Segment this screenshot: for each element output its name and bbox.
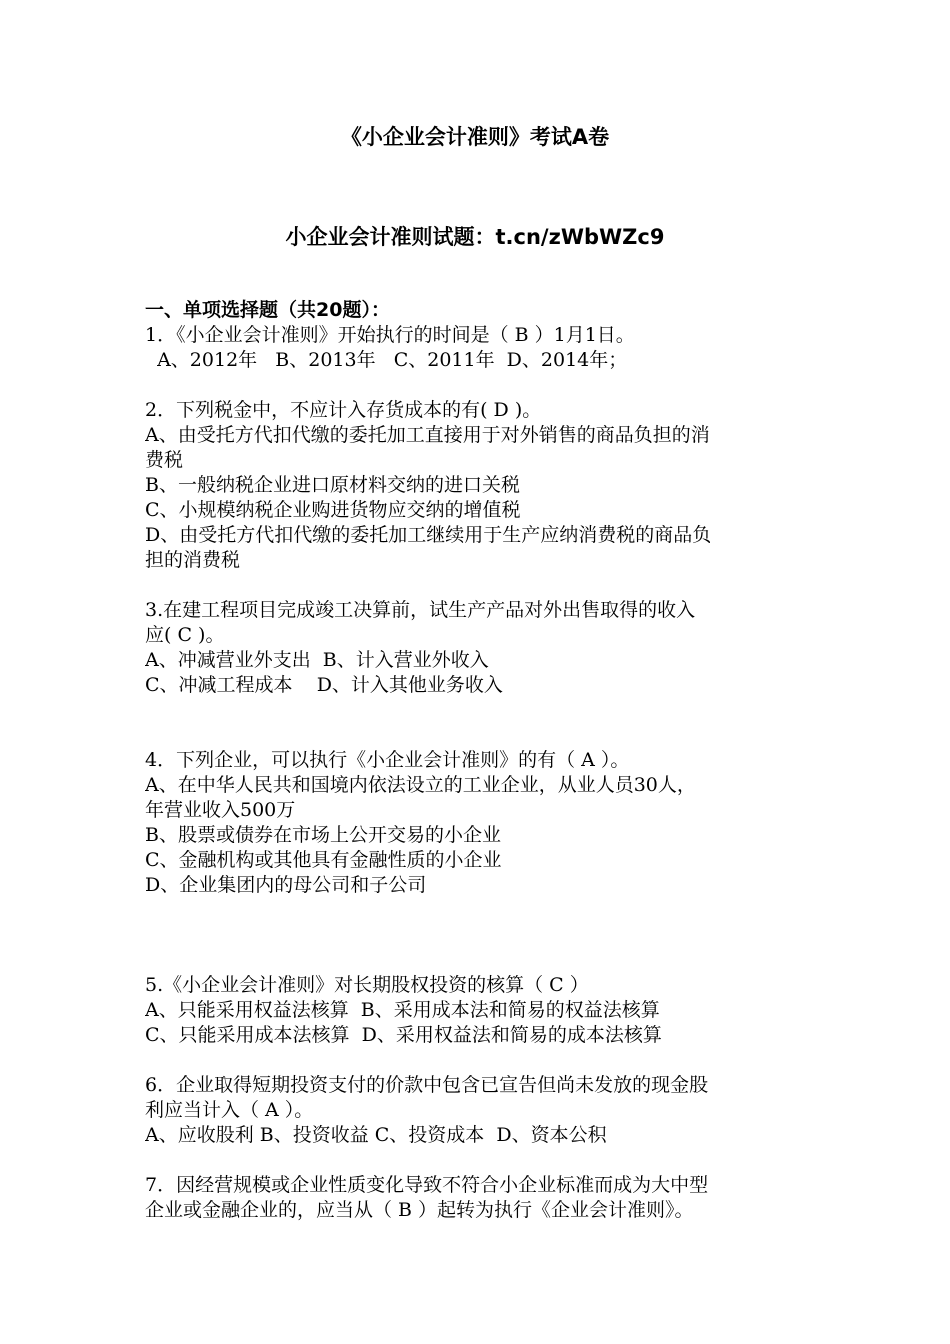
question-1 — [145, 323, 810, 373]
answer-option: D、由受托方代扣代缴的委托加工继续用于生产应纳消费税的商品负 — [145, 524, 712, 546]
answer-options: A、冲减营业外支出 B、计入营业外收入 — [145, 649, 489, 671]
question-text: 利应当计入（ A ）。 — [145, 1099, 314, 1121]
question-text: 2．下列税金中，不应计入存货成本的有( D )。 — [145, 399, 542, 421]
answer-option: C、小规模纳税企业购进货物应交纳的增值税 — [145, 499, 521, 521]
question-list — [145, 298, 810, 1223]
answer-option: B、一般纳税企业进口原材料交纳的进口关税 — [145, 474, 520, 496]
question-text: 3.在建工程项目完成竣工决算前，试生产产品对外出售取得的收入 — [145, 599, 696, 621]
section-heading: 一、单项选择题（共20题）： — [145, 299, 390, 321]
question-7 — [145, 1173, 810, 1223]
answer-option: B、股票或债券在市场上公开交易的小企业 — [145, 824, 501, 846]
question-text: 7．因经营规模或企业性质变化导致不符合小企业标准而成为大中型 — [145, 1174, 709, 1196]
answer-option: 担的消费税 — [145, 549, 241, 571]
question-text: 6．企业取得短期投资支付的价款中包含已宣告但尚未发放的现金股 — [145, 1074, 709, 1096]
answer-options: C、冲减工程成本 D、计入其他业务收入 — [145, 674, 503, 696]
answer-options: A、2012年 B、2013年 C、2011年 D、2014年； — [145, 349, 628, 371]
question-text: 企业或金融企业的，应当从（ B ）起转为执行《企业会计准则》。 — [145, 1199, 694, 1221]
answer-option: C、金融机构或其他具有金融性质的小企业 — [145, 849, 502, 871]
question-3 — [145, 598, 810, 698]
answer-option: 年营业收入500万 — [145, 799, 296, 821]
question-text: 4．下列企业，可以执行《小企业会计准则》的有（ A ）。 — [145, 749, 630, 771]
answer-option: 费税 — [145, 449, 184, 471]
question-2 — [145, 398, 810, 573]
document-subtitle: 小企业会计准则试题：t.cn/zWbWZc9 — [285, 225, 665, 249]
question-5 — [145, 973, 810, 1048]
question-text: 1．《小企业会计准则》开始执行的时间是（ B ）1月1日。 — [145, 324, 635, 346]
question-6 — [145, 1073, 810, 1148]
answer-options: C、只能采用成本法核算 D、采用权益法和简易的成本法核算 — [145, 1024, 662, 1046]
answer-option: D、企业集团内的母公司和子公司 — [145, 874, 427, 896]
question-text: 应( C )。 — [145, 624, 225, 646]
question-text: 5.《小企业会计准则》对长期股权投资的核算（ C ） — [145, 974, 589, 996]
document-title: 《小企业会计准则》考试A卷 — [340, 125, 610, 149]
answer-options: A、应收股利 B、投资收益 C、投资成本 D、资本公积 — [145, 1124, 607, 1146]
question-4 — [145, 748, 810, 898]
answer-option: A、由受托方代扣代缴的委托加工直接用于对外销售的商品负担的消 — [145, 424, 710, 446]
answer-option: A、在中华人民共和国境内依法设立的工业企业，从业人员30人， — [145, 774, 696, 796]
answer-options: A、只能采用权益法核算 B、采用成本法和简易的权益法核算 — [145, 999, 660, 1021]
